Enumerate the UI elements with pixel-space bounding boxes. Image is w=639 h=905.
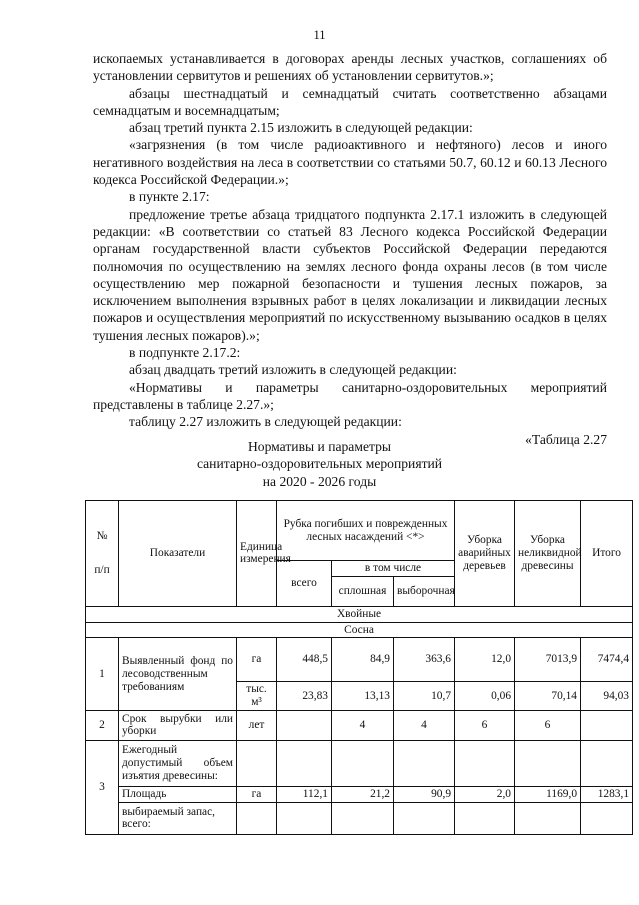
paragraph: в пункте 2.17: xyxy=(129,189,210,205)
header-sum: Итого xyxy=(581,501,633,607)
cell-windfall: 2,0 xyxy=(455,786,515,802)
paragraph: абзац двадцать третий изложить в следующей редакции: xyxy=(129,362,457,378)
header-total: всего xyxy=(277,561,332,607)
header-felling: Рубка погибших и поврежденных лесных насаждений <*> xyxy=(277,501,455,561)
header-selective: выборочная xyxy=(394,576,455,606)
header-illiquid: Уборка неликвидной древесины xyxy=(515,501,581,607)
cell-windfall: 6 xyxy=(455,710,515,740)
row-number: 1 xyxy=(86,638,119,711)
row-number: 2 xyxy=(86,710,119,740)
header-clear: сплошная xyxy=(332,576,394,606)
cell-sum: 7474,4 xyxy=(581,638,633,682)
header-indicators: Показатели xyxy=(119,501,237,607)
paragraph: предложение третье абзаца тридцатого подпункта 2.17.1 изложить в следующей редакции: «В соответствии со статьей 83 Лесного кодекса Российской Федерации органам государственной власти субъектов Российской Федерации передаются полномочия по осуществлению на землях лесного фонда охраны лесов (в том числе осуществлению мер пожарной безопасности и тушения лесных пожаров, за исключением выполнения взрывных работ в целях локализации и ликвидации лесных пожаров и осуществления мероприятий по искусственному вызыванию осадков в целях тушения лесных пожаров).»; xyxy=(93,206,607,343)
paragraph: таблицу 2.27 изложить в следующей редакции: xyxy=(129,414,402,430)
group-row-pine: Сосна xyxy=(86,622,633,638)
cell-total xyxy=(277,710,332,740)
row-label: Выявленный фонд по лесоводственным требованиям xyxy=(119,638,237,711)
row-label: Срок вырубки или уборки xyxy=(119,710,237,740)
table-title-line: на 2020 - 2026 годы xyxy=(262,473,377,489)
paragraph: абзацы шестнадцатый и семнадцатый считать соответственно абзацами семнадцатым и восемнадцатым; xyxy=(93,85,607,118)
cell-clear: 21,2 xyxy=(332,786,394,802)
cell-clear: 84,9 xyxy=(332,638,394,682)
row-label: Площадь xyxy=(119,786,237,802)
header-num: № xyxy=(96,529,108,542)
cell-clear: 13,13 xyxy=(332,682,394,711)
paragraph: ископаемых устанавливается в договорах аренды лесных участков, соглашениях об установлении сервитутов и решениях об установлении сервитутов.»; xyxy=(93,51,607,84)
cell-illiquid: 1169,0 xyxy=(515,786,581,802)
paragraph: «загрязнения (в том числе радиоактивного и нефтяного) лесов и иного негативного воздействия на леса в соответствии со статьями 50.7, 60.12 и 60.13 Лесного кодекса Российской Федерации.»; xyxy=(93,137,607,188)
header-incl: в том числе xyxy=(332,561,455,577)
cell-selective: 4 xyxy=(394,710,455,740)
cell-unit: га xyxy=(237,786,277,802)
cell-unit: га xyxy=(237,638,277,682)
page-number: 11 xyxy=(313,28,326,42)
cell-total: 112,1 xyxy=(277,786,332,802)
norms-table xyxy=(85,500,633,835)
table-label: «Таблица 2.27 xyxy=(525,431,607,447)
header-unit: Единица измерения xyxy=(237,501,277,607)
cell-unit: лет xyxy=(237,710,277,740)
document-body xyxy=(93,50,607,448)
paragraph: абзац третий пункта 2.15 изложить в следующей редакции: xyxy=(129,120,473,136)
cell-total: 448,5 xyxy=(277,638,332,682)
cell-illiquid: 6 xyxy=(515,710,581,740)
row-number: 3 xyxy=(86,740,119,834)
header-num2: п/п xyxy=(94,564,110,577)
table-title-line: санитарно-оздоровительных мероприятий xyxy=(196,456,443,472)
cell-sum: 1283,1 xyxy=(581,786,633,802)
cell-unit: тыс. м³ xyxy=(237,682,277,711)
cell-illiquid: 70,14 xyxy=(515,682,581,711)
cell-sum xyxy=(581,710,633,740)
cell-windfall: 12,0 xyxy=(455,638,515,682)
cell-windfall: 0,06 xyxy=(455,682,515,711)
table-title-line: Нормативы и параметры xyxy=(247,439,392,454)
cell-selective: 363,6 xyxy=(394,638,455,682)
table-title xyxy=(0,438,639,490)
row-label: выбираемый запас, всего: xyxy=(119,802,237,834)
cell-illiquid: 7013,9 xyxy=(515,638,581,682)
cell-clear: 4 xyxy=(332,710,394,740)
paragraph: «Нормативы и параметры санитарно-оздоровительных мероприятий представлены в таблице 2.27.»; xyxy=(93,379,607,412)
group-row-conifers: Хвойные xyxy=(86,606,633,622)
header-cell-num xyxy=(86,501,119,607)
header-windfall: Уборка аварийных деревьев xyxy=(455,501,515,607)
cell-total: 23,83 xyxy=(277,682,332,711)
paragraph: в подпункте 2.17.2: xyxy=(129,345,241,361)
cell-selective: 10,7 xyxy=(394,682,455,711)
cell-selective: 90,9 xyxy=(394,786,455,802)
cell-sum: 94,03 xyxy=(581,682,633,711)
row-label: Ежегодный допустимый объем изъятия древесины: xyxy=(119,740,237,786)
